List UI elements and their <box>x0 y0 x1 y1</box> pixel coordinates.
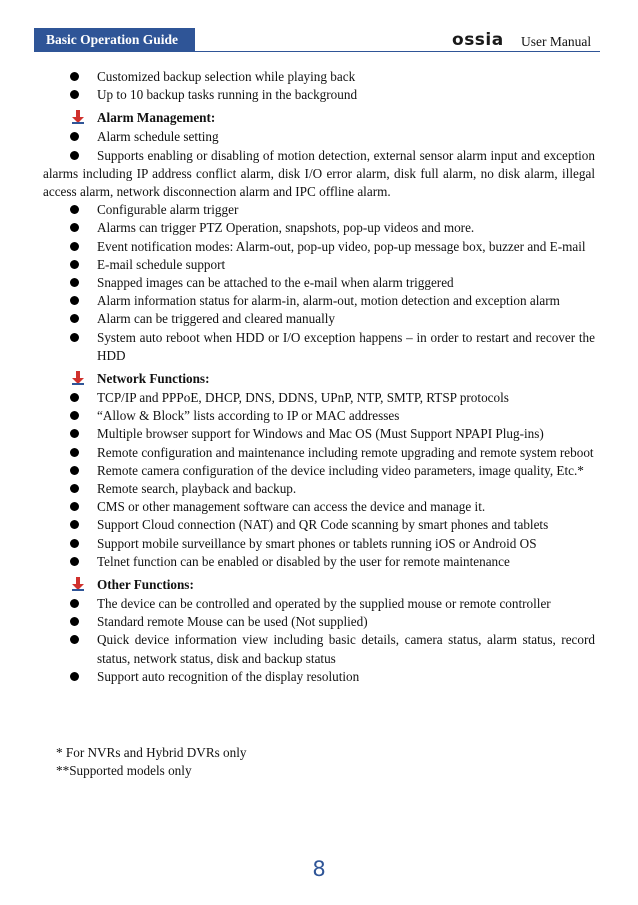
list-item: CMS or other management software can access the device and manage it. <box>70 498 595 516</box>
list-item: Up to 10 backup tasks running in the background <box>70 86 595 104</box>
list-item: Multiple browser support for Windows and Mac OS (Must Support NPAPI Plug-ins) <box>70 425 595 443</box>
bullet-icon <box>70 466 79 475</box>
arrow-down-icon <box>72 577 84 591</box>
bullet-icon <box>70 278 79 287</box>
list-item: Telnet function can be enabled or disabled by the user for remote maintenance <box>70 553 595 571</box>
spacer <box>70 686 595 744</box>
section-heading-other: Other Functions: <box>70 574 595 595</box>
bullet-icon <box>70 260 79 269</box>
footnote: * For NVRs and Hybrid DVRs only <box>56 745 247 761</box>
footnote: **Supported models only <box>56 763 192 779</box>
bullet-icon <box>70 672 79 681</box>
section-heading-network: Network Functions: <box>70 368 595 389</box>
bullet-icon <box>70 393 79 402</box>
page-body <box>43 68 595 781</box>
bullet-icon <box>70 132 79 141</box>
list-item: The device can be controlled and operated by the supplied mouse or remote controller <box>70 595 595 613</box>
list-item: Support mobile surveillance by smart phones or tablets running iOS or Android OS <box>70 535 595 553</box>
bullet-icon <box>70 557 79 566</box>
arrow-down-icon <box>72 110 84 124</box>
bullet-icon <box>70 205 79 214</box>
bullet-icon <box>70 90 79 99</box>
arrow-down-icon <box>72 371 84 385</box>
list-item: Alarm schedule setting <box>70 128 595 146</box>
bullet-icon <box>70 599 79 608</box>
list-item: TCP/IP and PPPoE, DHCP, DNS, DDNS, UPnP, NTP, SMTP, RTSP protocols <box>70 389 595 407</box>
list-item: Snapped images can be attached to the e-mail when alarm triggered <box>70 274 595 292</box>
brand-logo-first: o <box>452 30 465 50</box>
bullet-icon <box>70 617 79 626</box>
bullet-icon <box>70 539 79 548</box>
bullet-icon <box>70 502 79 511</box>
bullet-icon <box>70 223 79 232</box>
list-item: “Allow & Block” lists according to IP or MAC addresses <box>70 407 595 425</box>
list-item: Standard remote Mouse can be used (Not supplied) <box>70 613 595 631</box>
section-heading-alarm: Alarm Management: <box>70 107 595 128</box>
bullet-icon <box>70 242 79 251</box>
list-item: Remote camera configuration of the device including video parameters, image quality, Etc.* <box>43 462 595 480</box>
bullet-icon <box>70 314 79 323</box>
list-item: Customized backup selection while playing back <box>70 68 595 86</box>
list-item: Support Cloud connection (NAT) and QR Code scanning by smart phones and tablets <box>70 516 595 534</box>
bullet-icon <box>70 635 79 644</box>
section-label: Basic Operation Guide <box>34 28 195 52</box>
list-item: System auto reboot when HDD or I/O exception happens – in order to restart and recover the HDD <box>70 329 595 365</box>
list-item: Quick device information view including basic details, camera status, alarm status, record status, network status, disk and backup status <box>70 631 595 667</box>
list-item: Supports enabling or disabling of motion detection, external sensor alarm input and exception alarms including IP address conflict alarm, disk I/O error alarm, disk full alarm, no disk alarm, illegal access alarm, network disconnection alarm and IPC offline alarm. <box>43 147 595 200</box>
bullet-icon <box>70 72 79 81</box>
bullet-icon <box>70 411 79 420</box>
brand-logo <box>452 30 504 50</box>
list-item: E-mail schedule support <box>70 256 595 274</box>
page-number: 8 <box>312 857 326 881</box>
list-item: Alarm information status for alarm-in, alarm-out, motion detection and exception alarm <box>70 292 595 310</box>
brand-logo-rest: ssia <box>464 30 504 50</box>
list-item: Event notification modes: Alarm-out, pop-up video, pop-up message box, buzzer and E-mail <box>70 238 595 256</box>
bullet-icon <box>70 448 79 457</box>
list-item: Remote search, playback and backup. <box>70 480 595 498</box>
header-rule <box>34 51 600 52</box>
bullet-icon <box>70 151 79 160</box>
list-item: Support auto recognition of the display resolution <box>70 668 595 686</box>
list-item: Alarm can be triggered and cleared manually <box>70 310 595 328</box>
bullet-icon <box>70 520 79 529</box>
bullet-icon <box>70 484 79 493</box>
list-item: Alarms can trigger PTZ Operation, snapshots, pop-up videos and more. <box>70 219 595 237</box>
bullet-icon <box>70 296 79 305</box>
document-title: User Manual <box>521 34 592 49</box>
bullet-icon <box>70 333 79 342</box>
list-item: Configurable alarm trigger <box>70 201 595 219</box>
list-item: Remote configuration and maintenance including remote upgrading and remote system reboot <box>70 444 595 462</box>
bullet-icon <box>70 429 79 438</box>
